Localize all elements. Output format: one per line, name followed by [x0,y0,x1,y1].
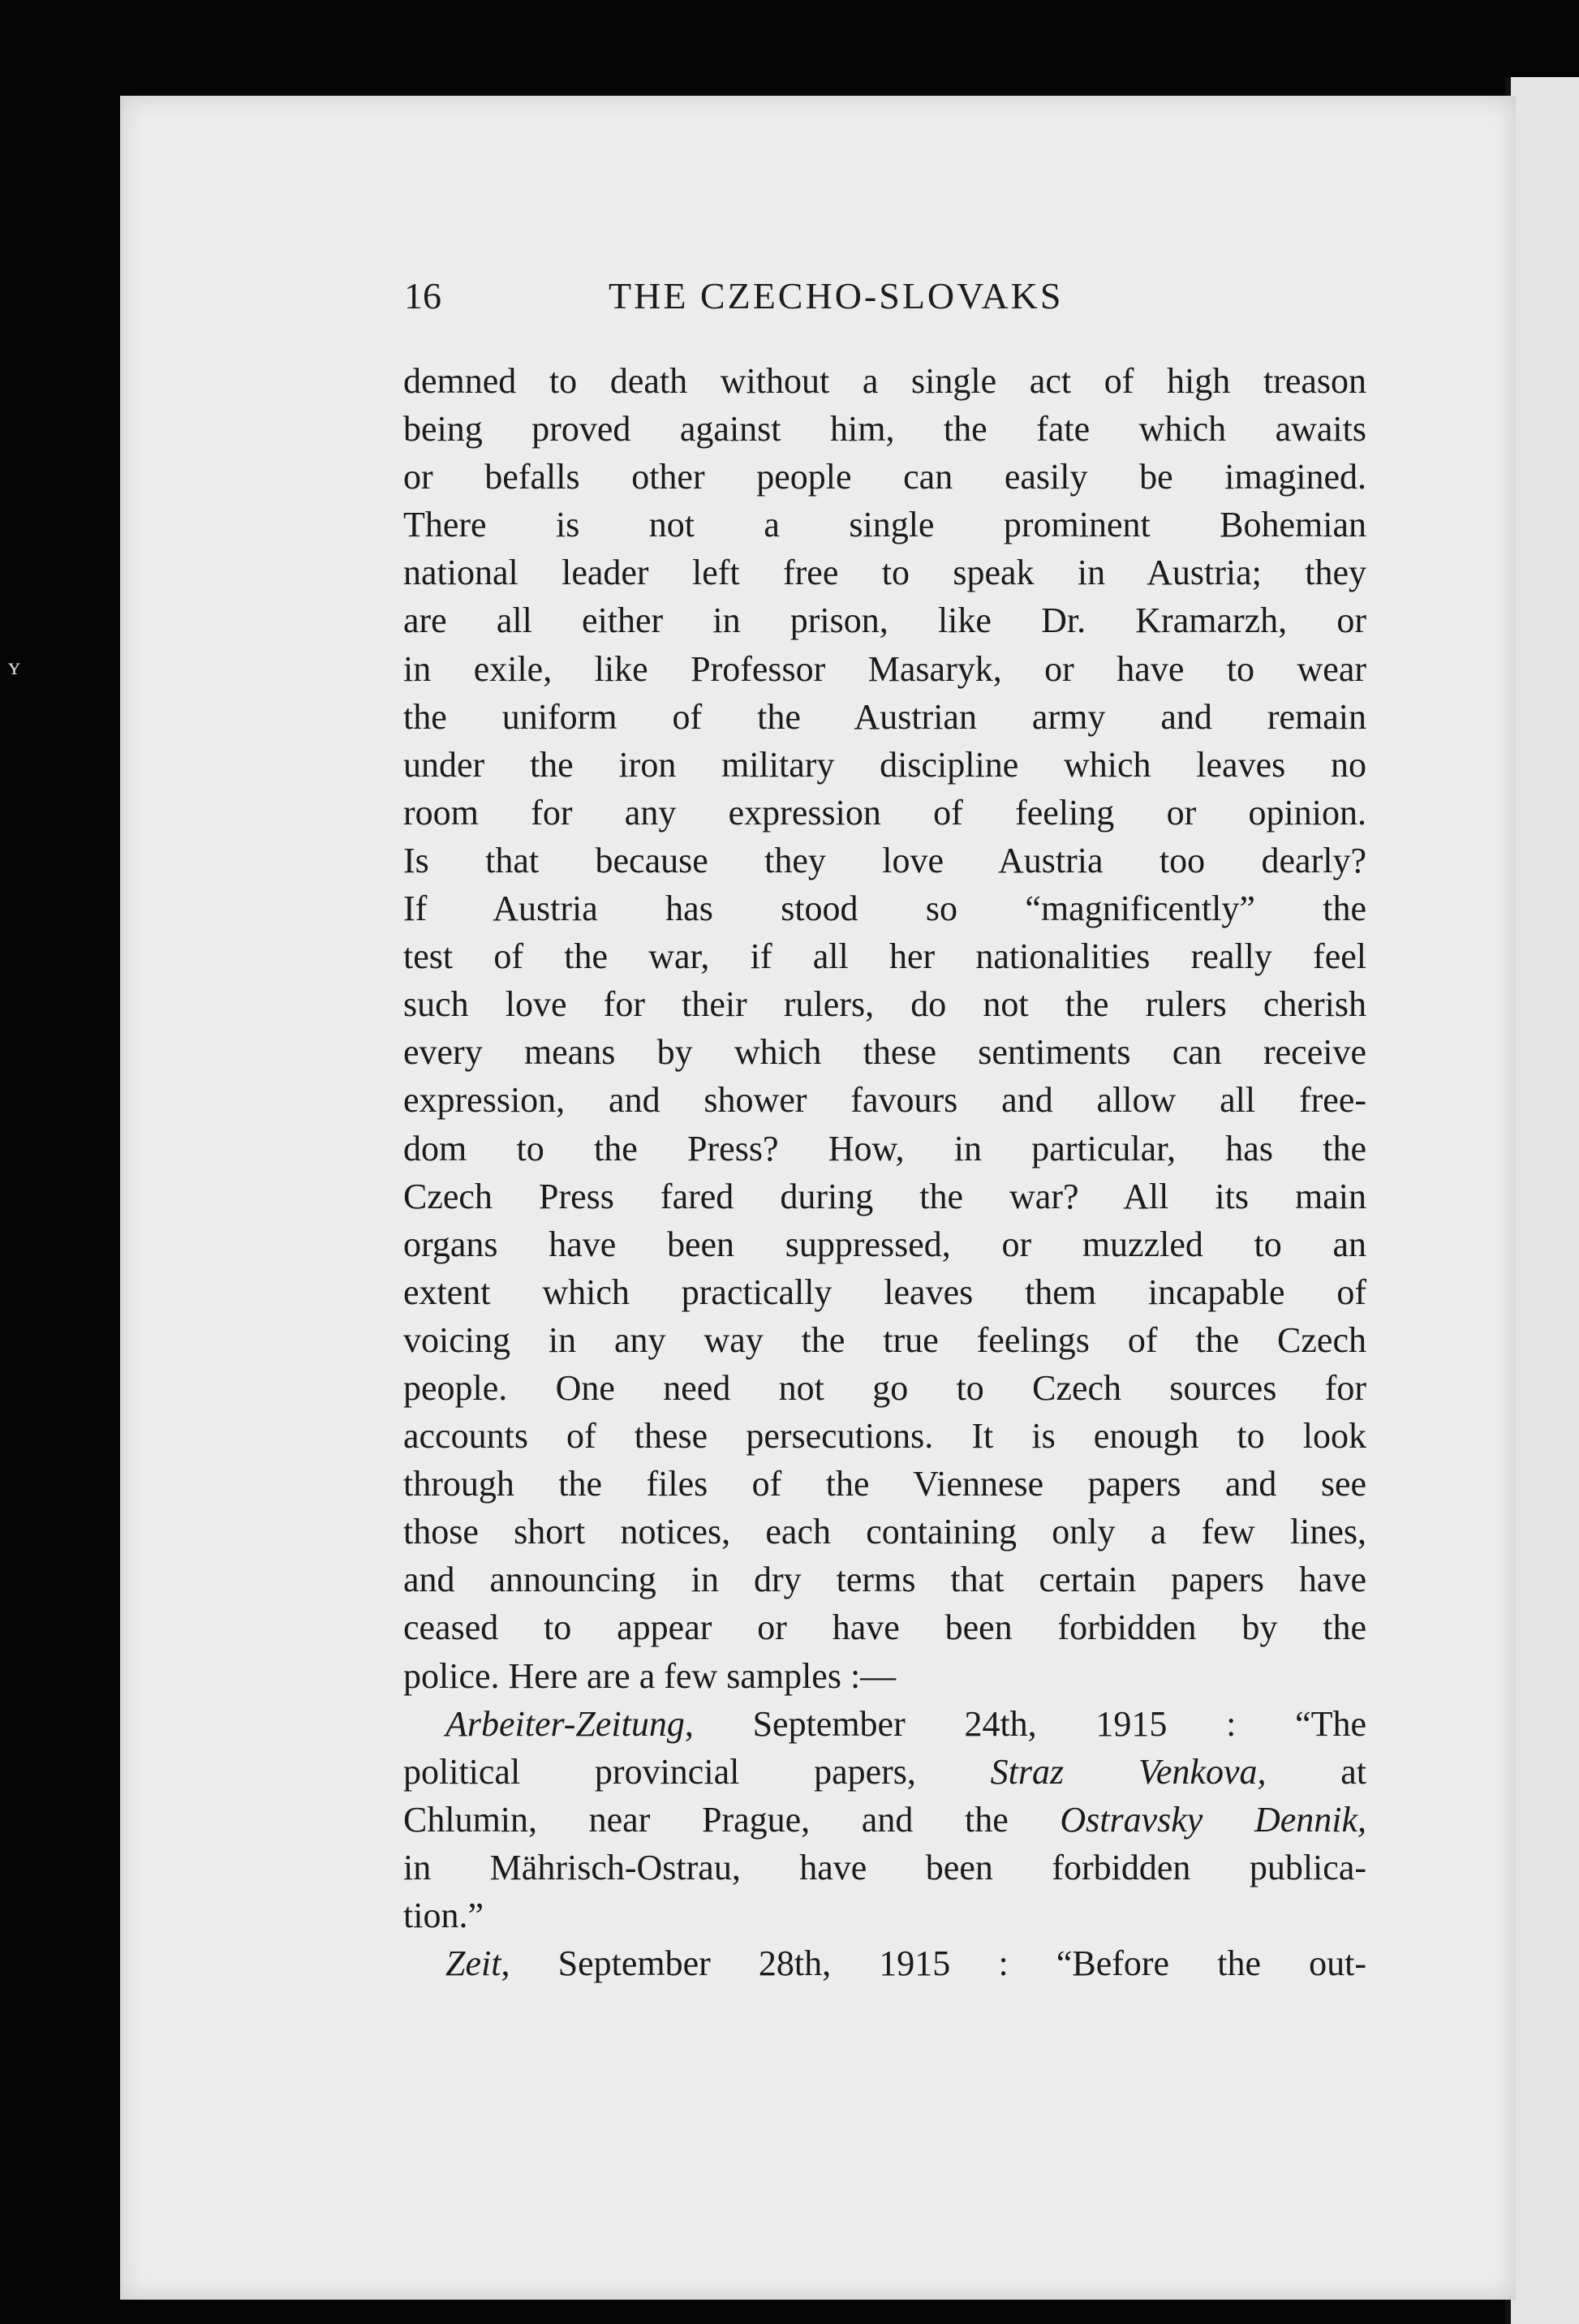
text-line: There is not a single prominent Bohemian [403,505,1366,545]
running-title: THE CZECHO-SLOVAKS [609,275,1064,316]
text-line: every means by which these sentiments can receive [403,1032,1366,1073]
text-line: national leader left free to speak in Austria; they [403,553,1366,593]
text-line: accounts of these persecutions. It is enough to look [403,1416,1366,1457]
text-line: extent which practically leaves them incapable of [403,1272,1366,1312]
text-line: such love for their rulers, do not the rulers cherish [403,984,1366,1025]
quote-line [403,1700,1366,1748]
quote-text: Chlumin, near Prague, and the [403,1799,1061,1840]
quote-text: , September 28th, 1915 : “Before the out- [501,1943,1366,1984]
text-line: people. One need not go to Czech sources for [403,1367,1366,1408]
text-line: are all either in prison, like Dr. Kramarzh, or [403,600,1366,641]
text-line: voicing in any way the true feelings of the Czech [403,1319,1366,1360]
text-line: ceased to appear or have been forbidden by the [403,1607,1366,1648]
text-line: those short notices, each containing only a few lines, [403,1512,1366,1552]
newspaper-name: Arbeiter-Zeitung [445,1703,685,1744]
quote-line [403,1796,1366,1844]
quote-text: political provincial papers, [403,1751,991,1792]
newspaper-name: Ostravsky Dennik, [1060,1799,1366,1840]
newspaper-name: Straz Venkova, [990,1751,1267,1792]
scan-edge-mark: ʏ [8,653,20,680]
page-number: 16 [404,275,441,316]
text-line: Is that because they love Austria too dearly? [403,840,1366,880]
text-line: and announcing in dry terms that certain papers have [403,1560,1366,1600]
quote-line [403,1748,1366,1796]
text-line: or befalls other people can easily be imagined. [403,457,1366,497]
text-line: through the files of the Viennese papers and see [403,1464,1366,1504]
text-line: under the iron military discipline which leaves no [403,744,1366,785]
quote-text: at [1266,1751,1366,1792]
text-line: being proved against him, the fate which awaits [403,409,1366,450]
quote-line: in Mährisch-Ostrau, have been forbidden publica- [403,1847,1366,1887]
quote-date: , September 24th, 1915 : “The [684,1703,1366,1744]
text-line: police. Here are a few samples :— [403,1655,897,1696]
text-line: in exile, like Professor Masaryk, or have to wear [403,648,1366,689]
text-line: Czech Press fared during the war? All its main [403,1176,1366,1216]
text-line: expression, and shower favours and allow all free- [403,1080,1366,1121]
text-line: the uniform of the Austrian army and remain [403,696,1366,737]
newspaper-name: Zeit [445,1943,501,1984]
quote-line: tion.” [403,1896,484,1935]
page-header [404,274,1141,323]
text-line: demned to death without a single act of high treason [403,361,1366,401]
text-line: If Austria has stood so “magnificently” the [403,889,1366,929]
quote-line [403,1939,1366,1987]
text-line: test of the war, if all her nationalities really feel [403,936,1366,977]
text-line: organs have been suppressed, or muzzled to an [403,1224,1366,1264]
body-text [403,357,1366,1987]
text-line: room for any expression of feeling or opinion. [403,792,1366,833]
facing-page-edge [1511,77,1579,2324]
text-line: dom to the Press? How, in particular, has the [403,1128,1366,1168]
